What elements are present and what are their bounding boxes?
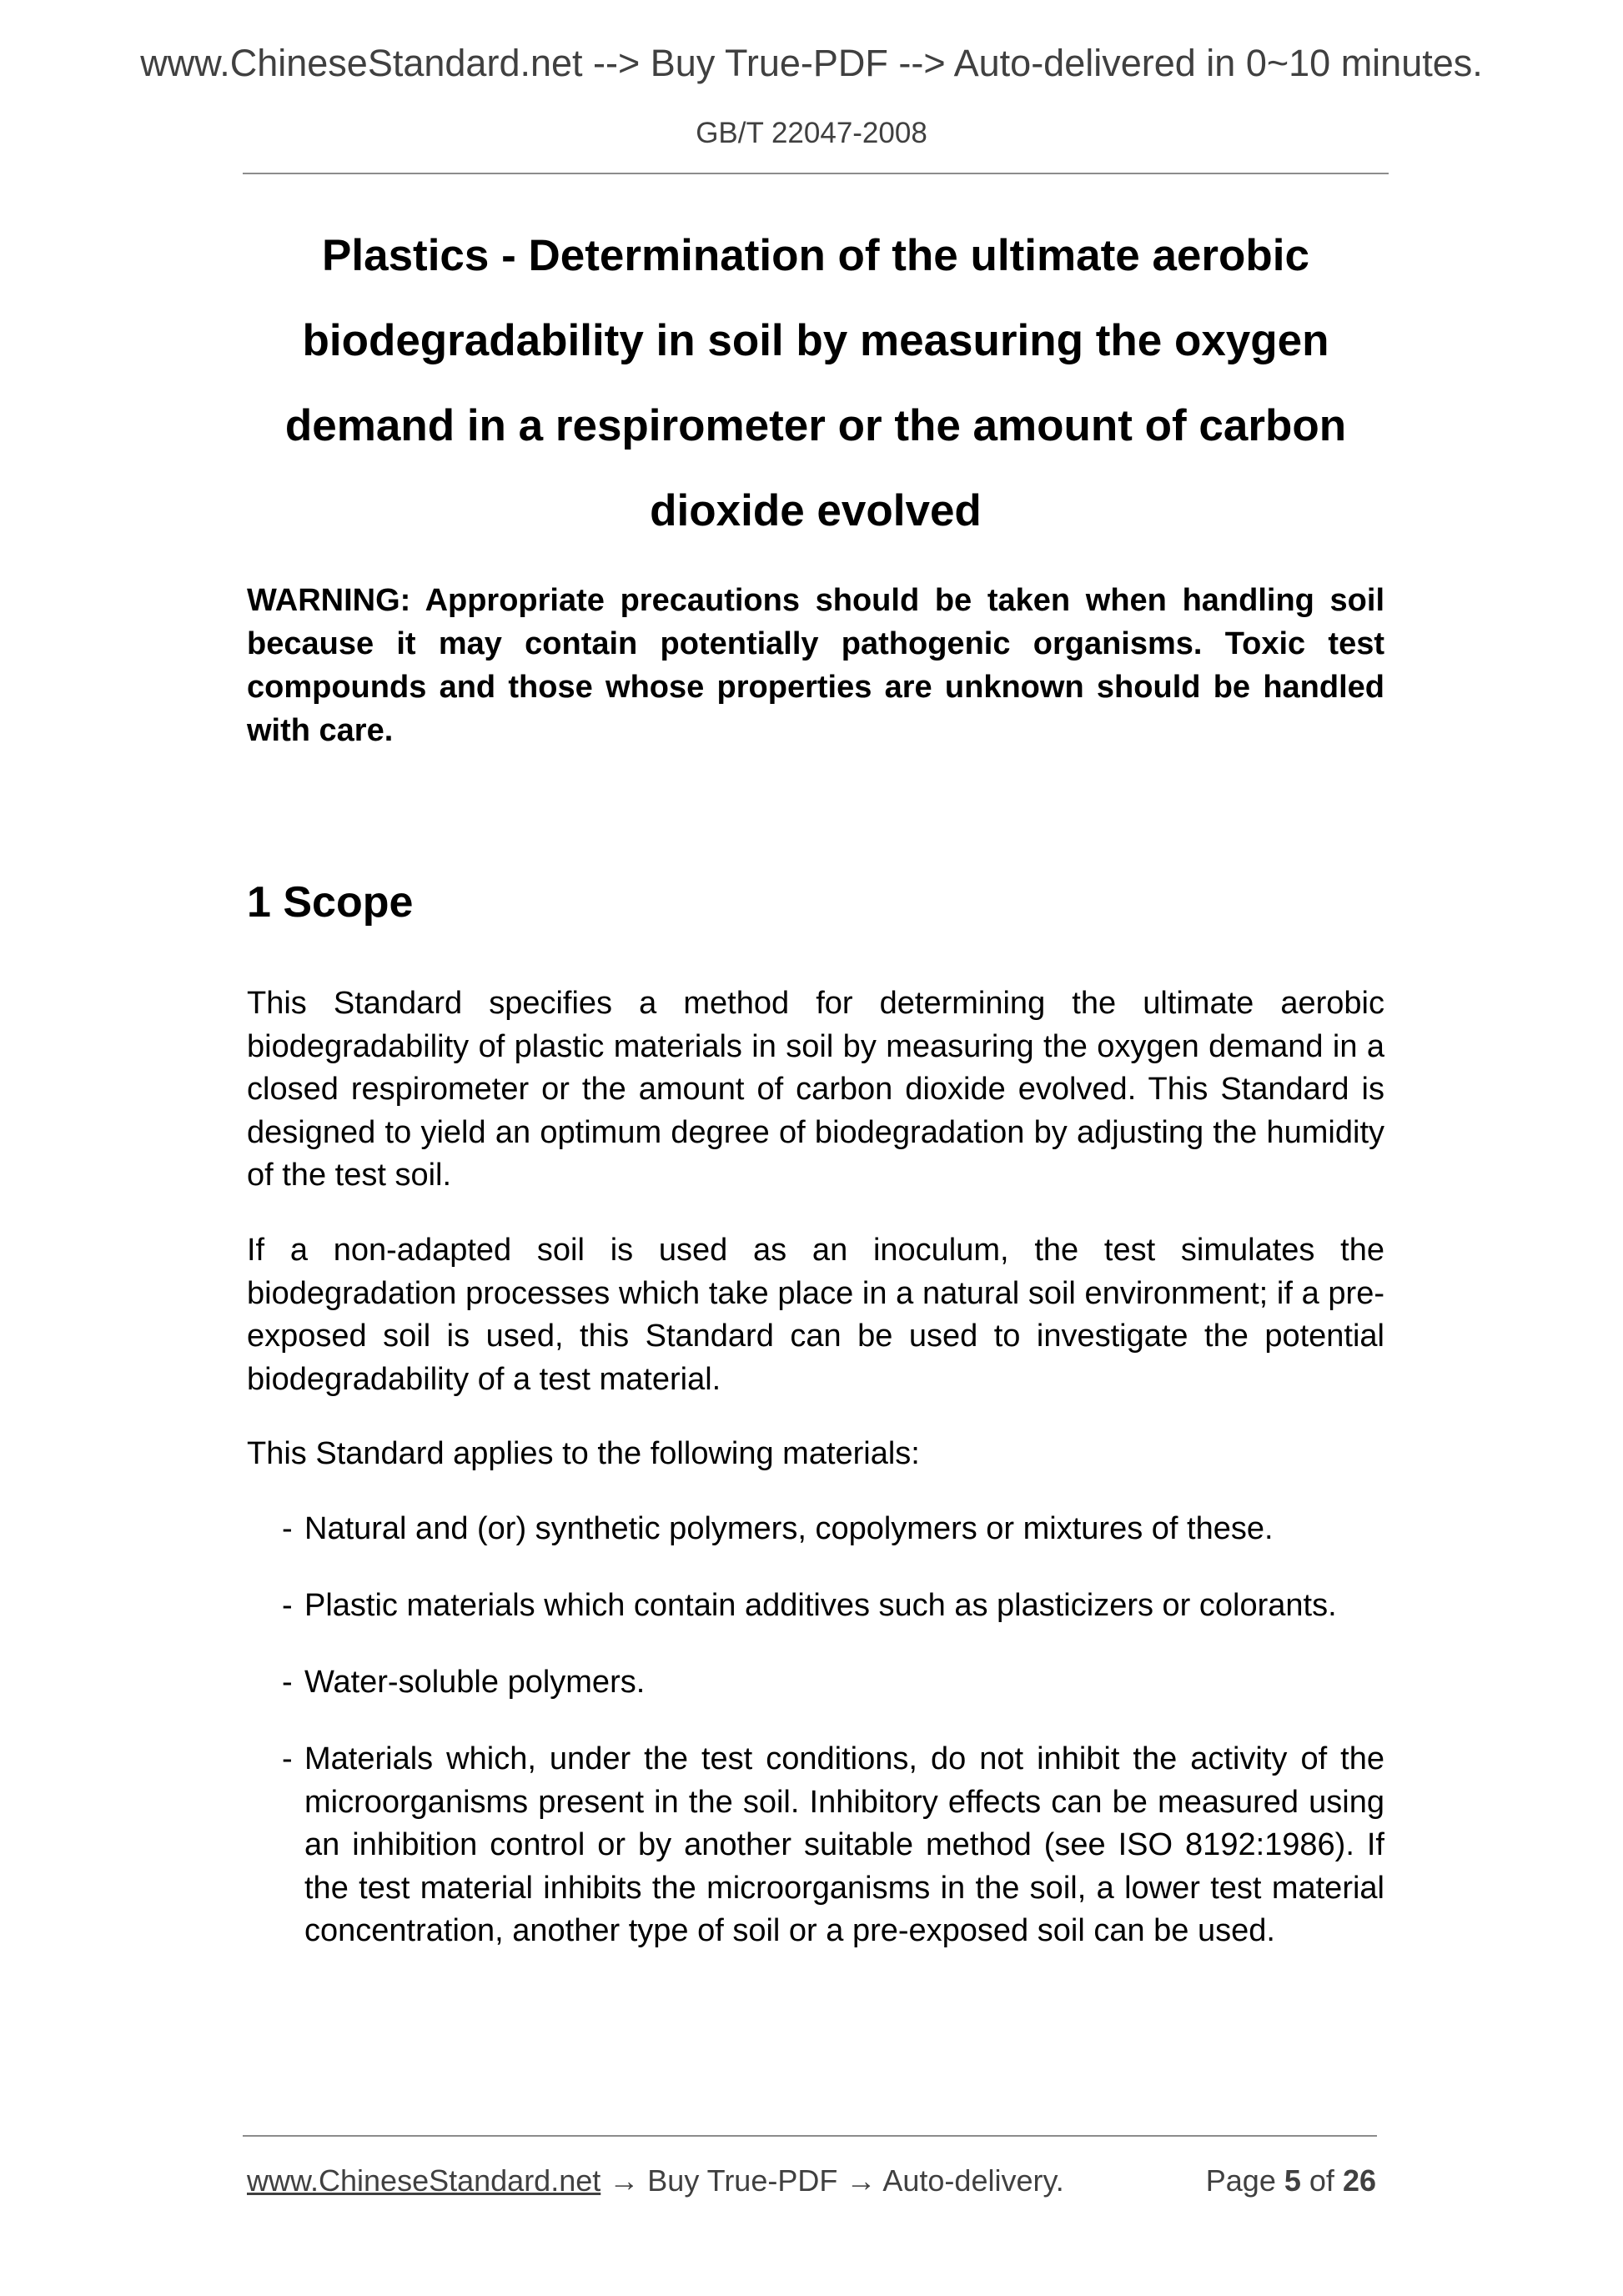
warning-notice: WARNING: Appropriate precautions should be taken when handling soil because it may contain potentially pathogenic organisms. Toxic test compounds and those whose properties are unknown should be handled with care.: [247, 583, 1384, 748]
scope-paragraph-3: This Standard applies to the following materials:: [247, 1436, 920, 1471]
footer-promo: [247, 2163, 1064, 2198]
list-item-text: Plastic materials which contain additives such as plasticizers or colorants.: [304, 1588, 1337, 1623]
list-item-text: Water-soluble polymers.: [304, 1665, 646, 1700]
document-code: GB/T 22047-2008: [696, 117, 927, 149]
list-item: [282, 1661, 1384, 1705]
scope-paragraph-2: If a non-adapted soil is used as an inoculum, the test simulates the biodegradation processes which take place in a natural soil environment; if a pre-exposed soil is used, this Standard can be used to investigate the potential biodegradability of a test material.: [247, 1233, 1384, 1397]
page-label: Page: [1205, 2163, 1276, 2198]
list-marker: -: [282, 1665, 293, 1700]
list-marker: -: [282, 1588, 293, 1623]
list-item: [282, 1508, 1384, 1551]
header-divider: [243, 173, 1389, 174]
document-title: [243, 214, 1389, 554]
title-line-4: dioxide evolved: [650, 486, 982, 535]
footer-site-link[interactable]: www.ChineseStandard.net: [247, 2163, 601, 2198]
title-line-3: demand in a respirometer or the amount of carbon: [284, 401, 1347, 450]
page-indicator: [1206, 2163, 1376, 2198]
list-marker: -: [282, 1511, 293, 1546]
list-item: [282, 1585, 1384, 1628]
scope-paragraph-1: This Standard specifies a method for determining the ultimate aerobic biodegradability of plastic materials in soil by measuring the oxygen demand in a closed respirometer or the amount of carbon dioxide evolved. This Standard is designed to yield an optimum degree of biodegradation by adjusting the humidity of the test soil.: [247, 986, 1384, 1193]
footer-delivery-text: Auto-delivery.: [882, 2163, 1064, 2198]
footer-buy-text: Buy True-PDF: [647, 2163, 838, 2198]
total-pages-number: 26: [1342, 2163, 1376, 2198]
section-heading-scope: 1 Scope: [247, 878, 414, 927]
of-label: of: [1309, 2163, 1334, 2198]
arrow-right-icon: →: [846, 2163, 877, 2198]
list-item: [282, 1738, 1384, 1953]
list-item-text: Natural and (or) synthetic polymers, copolymers or mixtures of these.: [304, 1511, 1274, 1546]
top-banner: www.ChineseStandard.net --> Buy True-PDF --> Auto-delivered in 0~10 minutes.: [140, 42, 1483, 84]
title-line-2: biodegradability in soil by measuring the oxygen: [302, 316, 1329, 365]
list-item-text: Materials which, under the test conditions, do not inhibit the activity of the microorganisms present in the soil. Inhibitory effects can be measured using an inhibition control or by another suitable method (see ISO 8192:1986). If the test material inhibits the microorganisms in the soil, a lower test material concentration, another type of soil or a pre-exposed soil can be used.: [304, 1741, 1384, 1948]
list-marker: -: [282, 1741, 293, 1776]
title-line-1: Plastics - Determination of the ultimate aerobic: [322, 231, 1309, 280]
current-page-number: 5: [1284, 2163, 1301, 2198]
arrow-right-icon: →: [609, 2163, 640, 2198]
footer-divider: [243, 2135, 1377, 2137]
